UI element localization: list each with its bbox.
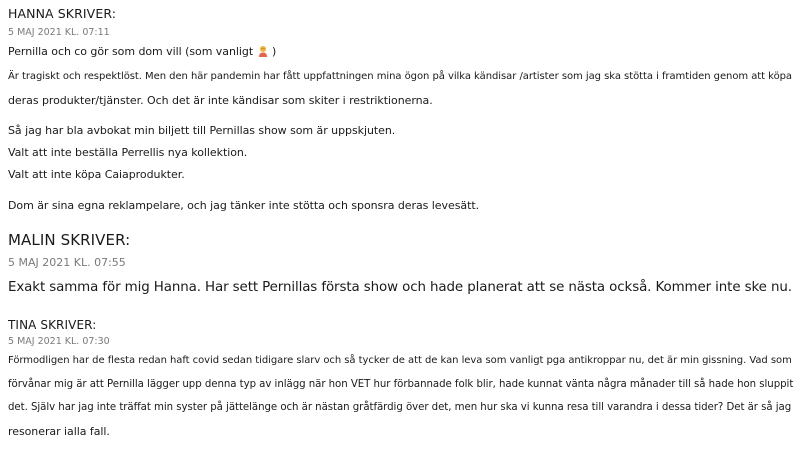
comment-text-line: Dom är sina egna reklampelare, och jag tänker inte stötta och sponsra deras levesätt. [8, 199, 480, 212]
comment-date: 5 MAJ 2021 KL. 07:30 [8, 336, 110, 347]
comment-text-line: resonerar ialla fall. [8, 425, 110, 438]
comment-author: HANNA SKRIVER: [8, 6, 117, 21]
comment-author: MALIN SKRIVER: [8, 231, 131, 249]
comment-date: 5 MAJ 2021 KL. 07:11 [8, 27, 110, 38]
comment-text-line: Så jag har bla avbokat min biljett till Pernillas show som är uppskjuten. [8, 124, 396, 137]
comment-text-line: Valt att inte köpa Caiaprodukter. [8, 168, 185, 181]
comment-text-line: Är tragiskt och respektlöst. Men den här pandemin har fått uppfattningen mina ögon på vilka kändisar /artister som jag ska stötta i framtiden genom att köpa [8, 71, 793, 82]
comment-text-line [8, 45, 276, 60]
comment-text-line: förvånar mig är att Pernilla lägger upp denna typ av inlägg när hon VET hur förbannade folk blir, hade kunnat vänta några månader till så hade hon sluppit [8, 379, 794, 390]
comment-text-line: deras produkter/tjänster. Och det är inte kändisar som skiter i restriktionerna. [8, 94, 433, 107]
comment-text: Pernilla och co gör som dom vill (som vanligt [8, 45, 254, 58]
comment-date: 5 MAJ 2021 KL. 07:55 [8, 256, 126, 269]
comment-text-line: Förmodligen har de flesta redan haft covid sedan tidigare slarv och så tycker de att de kan leva som vanligt pga antikroppar nu, det är min gissning. Vad som [8, 355, 792, 366]
comment-text-line: Valt att inte beställa Perrellis nya kollektion. [8, 146, 248, 159]
person-frowning-emoji-icon [257, 45, 269, 60]
comment-text-line: det. Själv har jag inte träffat min syster på jättelänge och är nästan gråtfärdig över det, men hur ska vi kunna resa till varandra i dessa tider? Det är så jag [8, 402, 792, 413]
comment-author: TINA SKRIVER: [8, 318, 97, 332]
comment-text-line: Exakt samma för mig Hanna. Har sett Pernillas första show och hade planerat att se nästa också. Kommer inte ske nu. [8, 280, 792, 295]
comment-text-end: ) [272, 45, 277, 58]
